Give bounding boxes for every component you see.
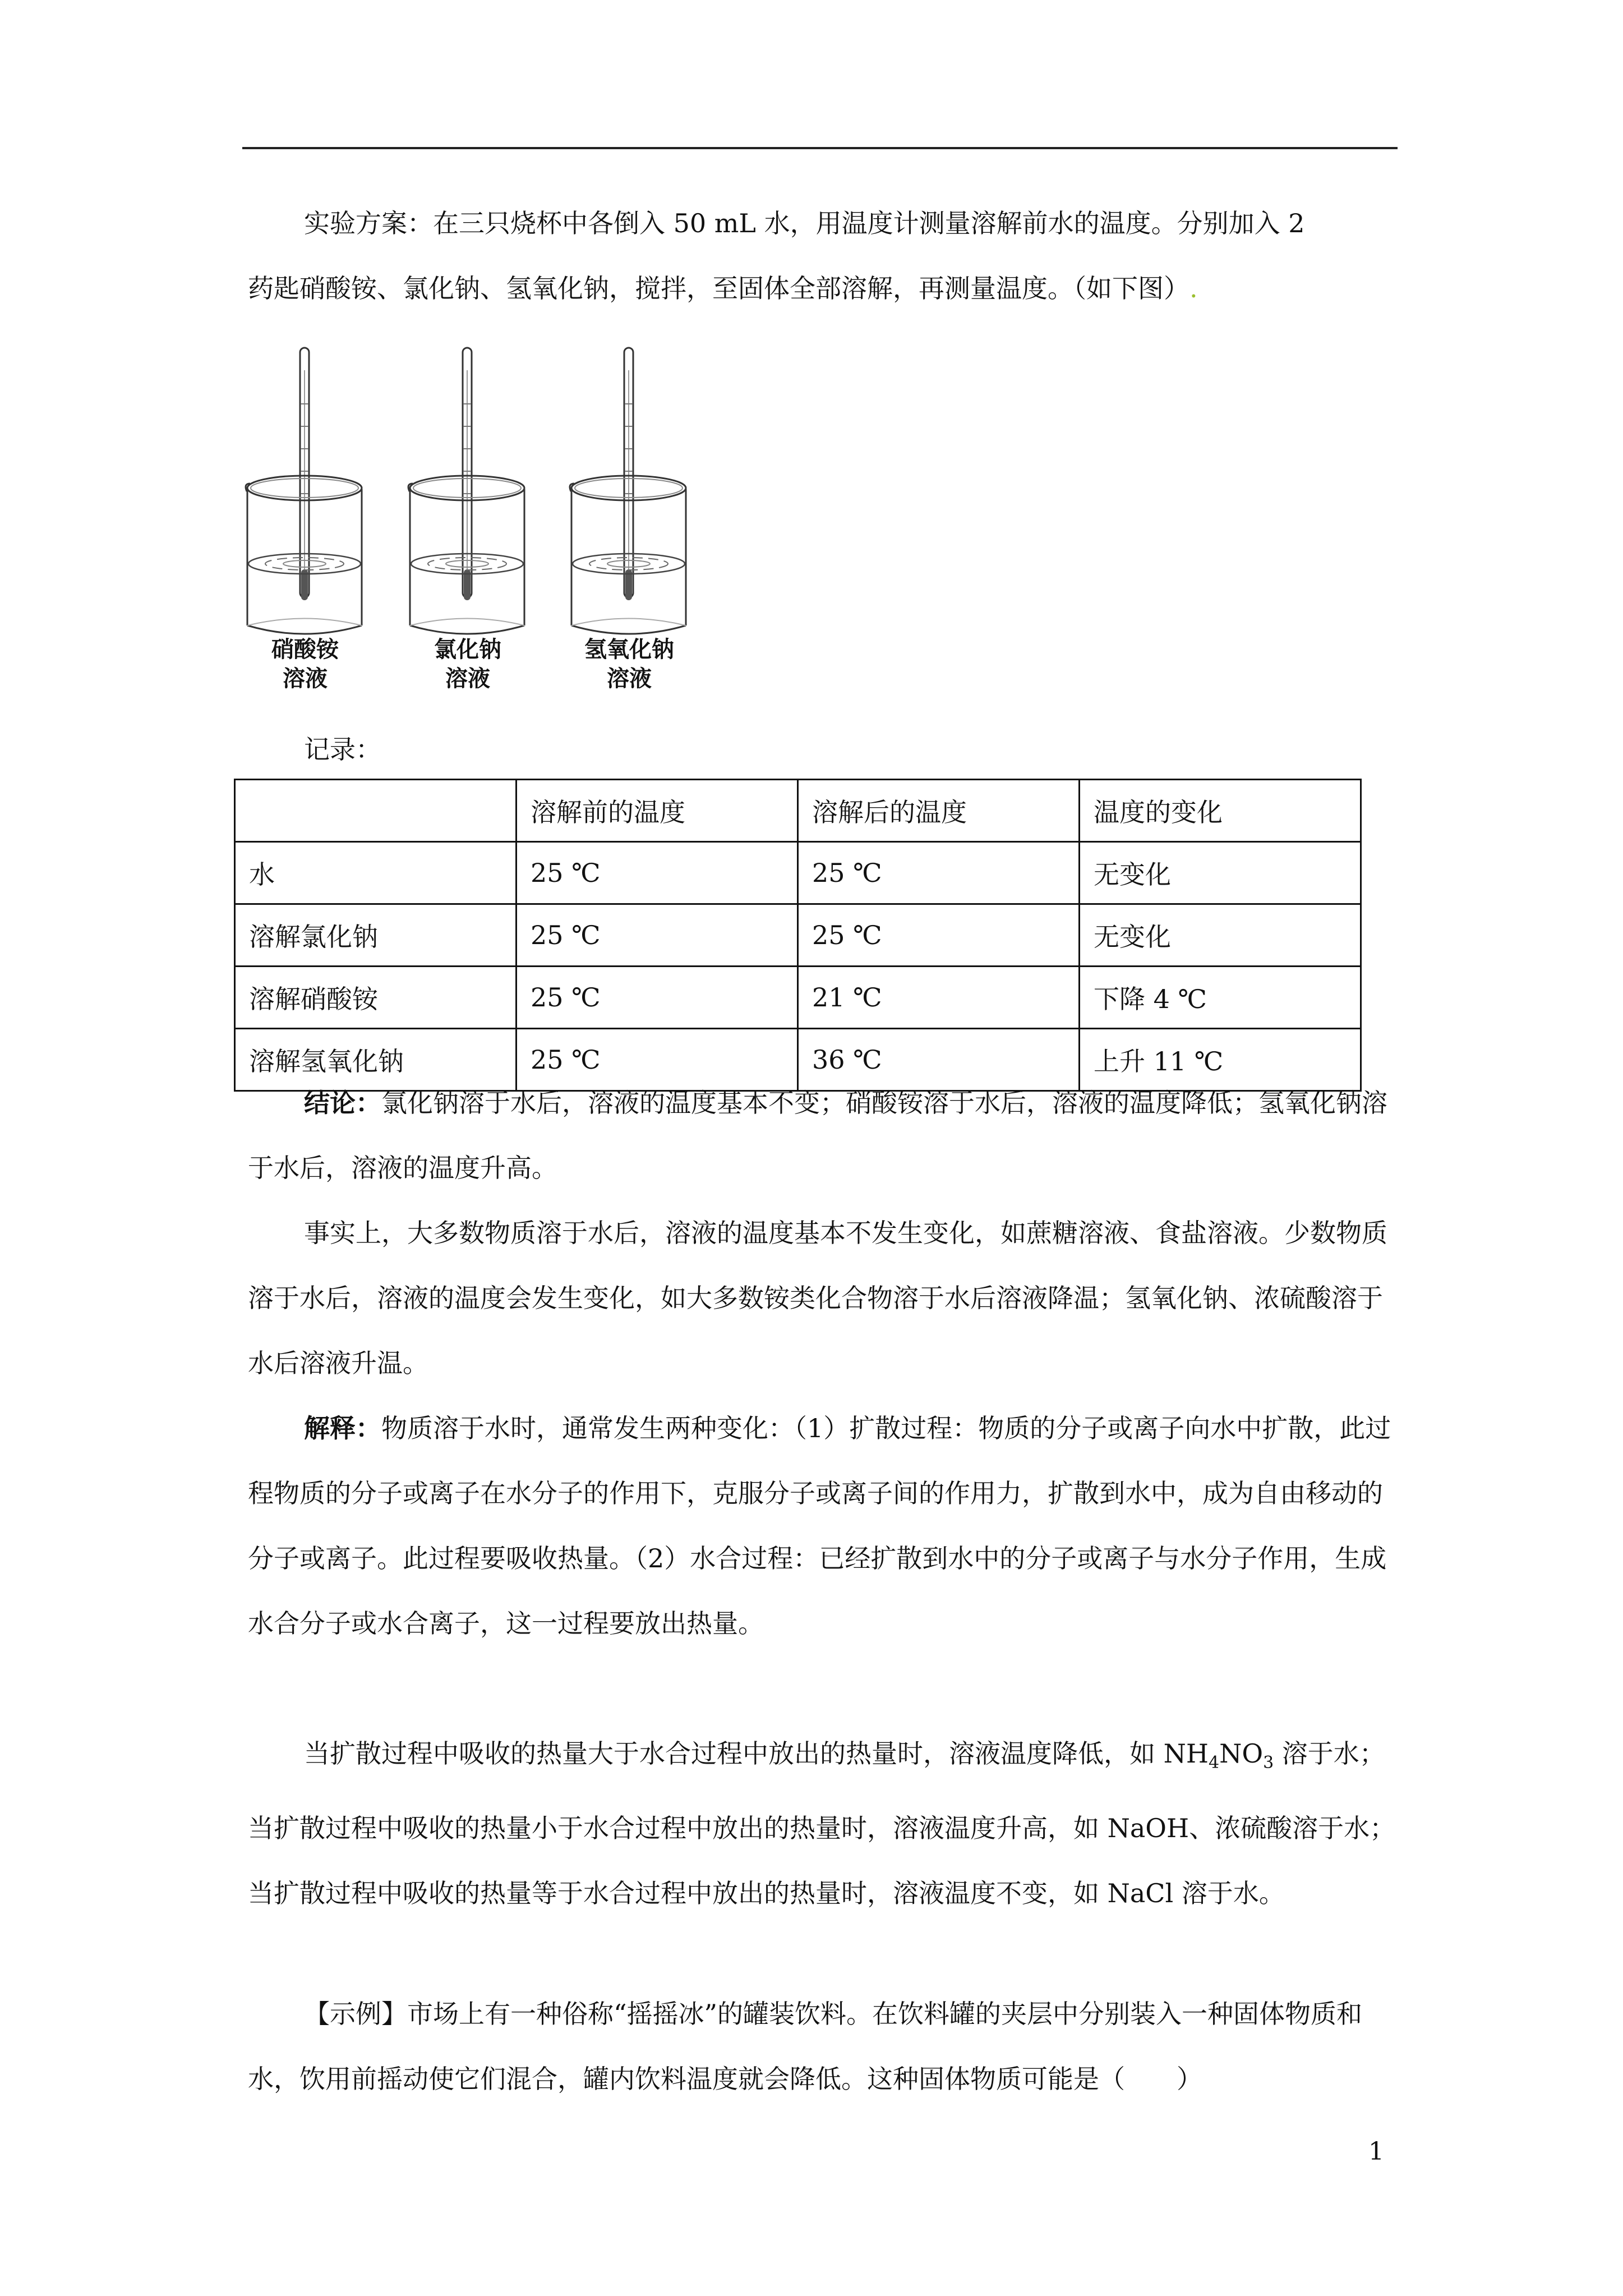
beaker-figure <box>242 337 708 701</box>
conclusion-text: 氯化钠溶于水后，溶液的温度基本不变；硝酸铵溶于水后，溶液的温度降低；氢氧化钠溶于水后，溶液的温度升高。 <box>248 1088 1387 1183</box>
table-cell: 下降 4 ℃ <box>1080 967 1361 1029</box>
figure-label-sodium-chloride: 氯化钠 溶液 <box>434 637 501 692</box>
record-label: 记录： <box>304 734 381 765</box>
table-cell: 无变化 <box>1080 904 1361 967</box>
table-cell: 25 ℃ <box>517 842 798 904</box>
heat-comparison-paragraph: 当扩散过程中吸收的热量大于水合过程中放出的热量时，溶液温度降低，如 $NH_4NO_3$ 溶于水；当扩散过程中吸收的热量小于水合过程中放出的热量时，溶液温度升高，如 NaOH、浓硫酸溶于水；当扩散过程中吸收的热量等于水合过程中放出的热量时，溶液温度不变，如 NaCl 溶于水。 <box>248 1738 1396 1909</box>
table-header-row <box>235 780 1361 842</box>
table-cell: 无变化 <box>1080 842 1361 904</box>
table-cell: 25 ℃ <box>798 842 1080 904</box>
mark-dot: . <box>1189 273 1198 303</box>
beaker-sodium-hydroxide <box>570 348 686 634</box>
table-cell: 25 ℃ <box>517 904 798 967</box>
table-header-cell: 温度的变化 <box>1080 780 1361 842</box>
table-cell: 21 ℃ <box>798 967 1080 1029</box>
table-cell: 溶解氢氧化钠 <box>235 1029 517 1091</box>
table-cell: 36 ℃ <box>798 1029 1080 1091</box>
experiment-plan-text-2: 药匙硝酸铵、氯化钠、氢氧化钠，搅拌，至固体全部溶解，再测量温度。（如下图） <box>248 273 1189 303</box>
table-row <box>235 967 1361 1029</box>
experiment-plan-line2 <box>248 256 1399 321</box>
conclusion-paragraph <box>248 1070 1399 1200</box>
figure-label-ammonium-nitrate: 硝酸铵 溶液 <box>271 637 339 692</box>
page-number: 1 <box>1368 2137 1384 2166</box>
explanation-text: 物质溶于水时，通常发生两种变化：（1）扩散过程：物质的分子或离子向水中扩散，此过程物质的分子或离子在水分子的作用下，克服分子或离子间的作用力，扩散到水中，成为自由移动的分子或离子。此过程要吸收热量。（2）水合过程：已经扩散到水中的分子或离子与水分子作用，生成水合分子或水合离子，这一过程要放出热量。 <box>248 1413 1391 1639</box>
explanation-paragraph <box>248 1396 1399 1656</box>
table-cell: 溶解硝酸铵 <box>235 967 517 1029</box>
table-header-cell: 溶解后的温度 <box>798 780 1080 842</box>
table-cell: 25 ℃ <box>517 967 798 1029</box>
table-header-cell: 溶解前的温度 <box>517 780 798 842</box>
temperature-table <box>234 779 1362 1092</box>
table-cell: 25 ℃ <box>517 1029 798 1091</box>
beakers-drawing <box>242 337 708 651</box>
conclusion-heading: 结论： <box>304 1088 381 1118</box>
experiment-plan-line1 <box>248 191 1399 256</box>
example-paragraph: 【示例】市场上有一种俗称“摇摇冰”的罐装饮料。在饮料罐的夹层中分别装入一种固体物质和水，饮用前摇动使它们混合，罐内饮料温度就会降低。这种固体物质可能是（ ） <box>248 1999 1363 2094</box>
figure-label-sodium-hydroxide: 氢氧化钠 溶液 <box>584 637 674 692</box>
fact-paragraph: 事实上，大多数物质溶于水后，溶液的温度基本不发生变化，如蔗糖溶液、食盐溶液。少数物质溶于水后，溶液的温度会发生变化，如大多数铵类化合物溶于水后溶液降温；氢氧化钠、浓硫酸溶于水后溶液升温。 <box>248 1218 1387 1378</box>
beaker-sodium-chloride <box>408 348 524 634</box>
table-header-cell <box>235 780 517 842</box>
table-cell: 溶解氯化钠 <box>235 904 517 967</box>
header-rule <box>242 147 1398 149</box>
explanation-heading: 解释： <box>304 1413 381 1443</box>
table-cell: 25 ℃ <box>798 904 1080 967</box>
table-row <box>235 904 1361 967</box>
table-cell: 水 <box>235 842 517 904</box>
table-cell: 上升 11 ℃ <box>1080 1029 1361 1091</box>
table-row <box>235 842 1361 904</box>
beaker-ammonium-nitrate <box>246 348 362 634</box>
experiment-plan-text-1: 实验方案：在三只烧杯中各倒入 50 mL 水，用温度计测量溶解前水的温度。分别加入 2 <box>304 208 1305 238</box>
